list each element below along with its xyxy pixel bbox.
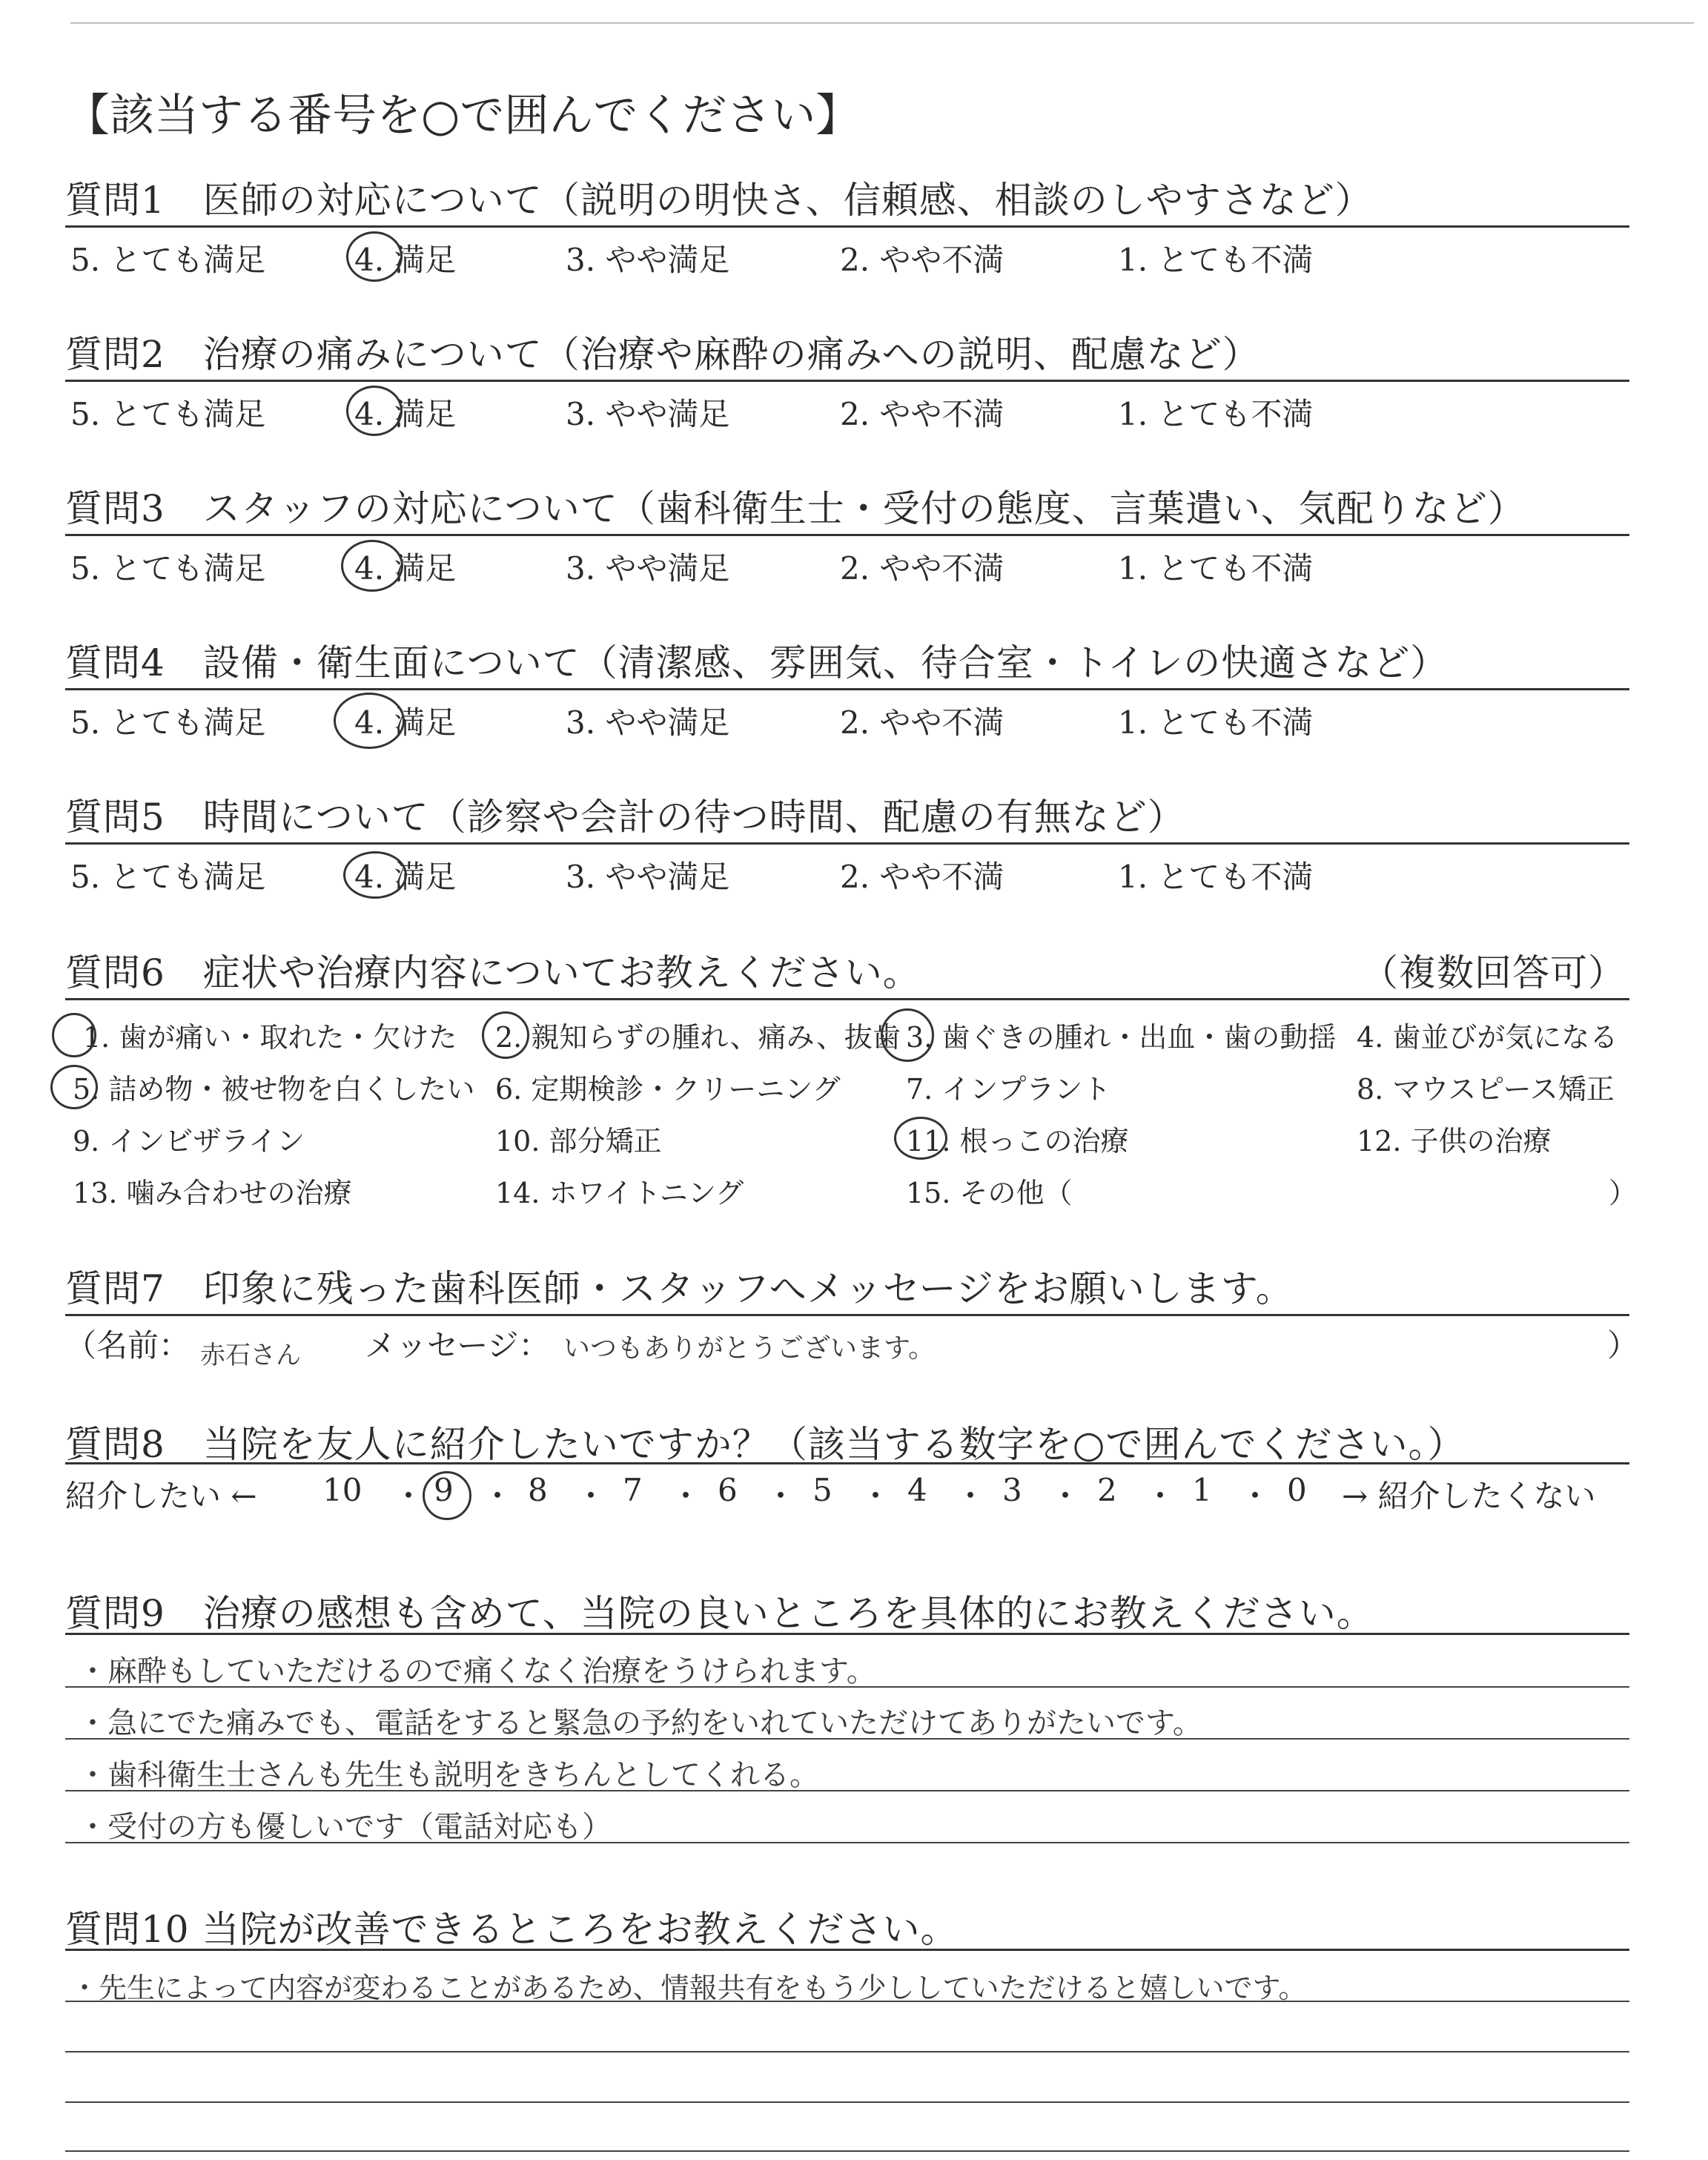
q9-answer-1[interactable]: ・麻酔もしていただけるので痛くなく治療をうけられます。: [78, 1654, 876, 1688]
q10-answer-line: [65, 2001, 1629, 2002]
q6-option-10[interactable]: 10. 部分矯正: [495, 1125, 662, 1157]
q8-left-label: 紹介したい ←: [65, 1478, 257, 1514]
question-1-title: 質問1 医師の対応について（説明の明快さ、信頼感、相談のしやすさなど）: [65, 179, 1373, 222]
q3-option-5[interactable]: 5. とても満足: [70, 550, 266, 587]
q9-answer-line: [65, 1842, 1629, 1843]
q1-option-2[interactable]: 2. やや不満: [840, 242, 1004, 278]
q4-option-1[interactable]: 1. とても不満: [1118, 704, 1314, 741]
q8-number-0[interactable]: 0: [1287, 1472, 1307, 1508]
q1-option-4[interactable]: 4. 満足: [354, 242, 457, 278]
q6-option-14[interactable]: 14. ホワイトニング: [495, 1177, 744, 1209]
q8-dot: ・: [575, 1478, 607, 1514]
question-4-title: 質問4 設備・衛生面について（清潔感、雰囲気、待合室・トイレの快適さなど）: [65, 641, 1449, 684]
q8-dot: ・: [670, 1478, 702, 1514]
q6-selection-circle-1: [52, 1013, 96, 1057]
q8-dot: ・: [482, 1478, 514, 1514]
q6-option-12[interactable]: 12. 子供の治療: [1357, 1125, 1552, 1157]
q4-option-3[interactable]: 3. やや満足: [566, 704, 730, 741]
q6-option-3[interactable]: 3. 歯ぐきの腫れ・出血・歯の動揺: [906, 1021, 1337, 1054]
question-5-title: 質問5 時間について（診察や会計の待つ時間、配慮の有無など）: [65, 796, 1185, 839]
q6-option-5[interactable]: 5. 詰め物・被せ物を白くしたい: [73, 1073, 475, 1106]
q6-option-7[interactable]: 7. インプラント: [906, 1073, 1111, 1106]
question-6-note: （複数回答可）: [1361, 951, 1626, 994]
q6-selection-circle-11: [894, 1117, 947, 1160]
q10-answer-line: [65, 2101, 1629, 2103]
q5-option-2[interactable]: 2. やや不満: [840, 859, 1004, 895]
q6-selection-circle-3: [881, 1008, 934, 1062]
q10-answer-line: [65, 2051, 1629, 2052]
q8-number-10[interactable]: 10: [322, 1472, 363, 1508]
q2-option-4[interactable]: 4. 満足: [354, 396, 457, 432]
q8-number-7[interactable]: 7: [623, 1472, 643, 1508]
q3-option-1[interactable]: 1. とても不満: [1118, 550, 1314, 587]
q5-option-1[interactable]: 1. とても不満: [1118, 859, 1314, 895]
question-5-rule: [65, 842, 1629, 845]
q6-option-2[interactable]: 2. 親知らずの腫れ、痛み、抜歯: [495, 1021, 901, 1054]
q3-option-3[interactable]: 3. やや満足: [566, 550, 730, 587]
q8-number-4[interactable]: 4: [907, 1472, 927, 1508]
q5-selection-circle: [343, 851, 407, 899]
q8-dot: ・: [1050, 1478, 1082, 1514]
q9-answer-line: [65, 1790, 1629, 1791]
q1-option-3[interactable]: 3. やや満足: [566, 242, 730, 278]
question-4-rule: [65, 688, 1629, 690]
q8-dot: ・: [860, 1478, 892, 1514]
q8-selection-circle: [423, 1471, 471, 1520]
question-7-rule: [65, 1314, 1629, 1316]
q8-number-9[interactable]: 9: [434, 1472, 454, 1508]
q7-name-value[interactable]: 赤石さん: [200, 1341, 301, 1370]
q6-selection-circle-2: [482, 1011, 529, 1059]
q5-option-5[interactable]: 5. とても満足: [70, 859, 266, 895]
question-2-rule: [65, 380, 1629, 382]
q8-right-label: → 紹介したくない: [1342, 1478, 1596, 1514]
q8-number-1[interactable]: 1: [1192, 1472, 1212, 1508]
q1-option-1[interactable]: 1. とても不満: [1118, 242, 1314, 278]
q9-answer-line: [65, 1686, 1629, 1688]
q4-selection-circle: [334, 693, 405, 749]
q5-option-3[interactable]: 3. やや満足: [566, 859, 730, 895]
q4-option-4[interactable]: 4. 満足: [354, 704, 457, 741]
q6-option-6[interactable]: 6. 定期検診・クリーニング: [495, 1073, 841, 1106]
q10-answer-line: [65, 2150, 1629, 2152]
q6-option-1[interactable]: 1. 歯が痛い・取れた・欠けた: [83, 1021, 457, 1054]
q1-selection-circle: [346, 231, 403, 282]
q2-option-3[interactable]: 3. やや満足: [566, 396, 730, 432]
q7-message-label: メッセージ：: [365, 1327, 550, 1364]
q6-option-8[interactable]: 8. マウスピース矯正: [1357, 1073, 1615, 1106]
q3-option-2[interactable]: 2. やや不満: [840, 550, 1004, 587]
q9-answer-4[interactable]: ・受付の方も優しいです（電話対応も）: [78, 1810, 612, 1844]
question-3-rule: [65, 534, 1629, 536]
q9-answer-line: [65, 1738, 1629, 1740]
q7-name-label: （名前：: [65, 1327, 191, 1364]
q4-option-5[interactable]: 5. とても満足: [70, 704, 266, 741]
q3-selection-circle: [341, 540, 403, 592]
q6-option-13[interactable]: 13. 噛み合わせの治療: [73, 1177, 352, 1209]
question-1-rule: [65, 225, 1629, 228]
q8-dot: ・: [765, 1478, 797, 1514]
question-8-rule: [65, 1462, 1629, 1464]
q8-number-5[interactable]: 5: [812, 1472, 833, 1508]
question-6-title: 質問6 症状や治療内容についてお教えください。: [65, 951, 921, 994]
question-8-title: 質問8 当院を友人に紹介したいですか？（該当する数字を○で囲んでください。）: [65, 1423, 1466, 1466]
q7-message-value[interactable]: いつもありがとうございます。: [563, 1333, 936, 1364]
q8-number-3[interactable]: 3: [1002, 1472, 1022, 1508]
q6-option-11[interactable]: 11. 根っこの治療: [906, 1125, 1129, 1157]
form-header: 【該当する番号を○で囲んでください】: [65, 90, 861, 142]
q2-option-5[interactable]: 5. とても満足: [70, 396, 266, 432]
q6-option-9[interactable]: 9. インビザライン: [73, 1125, 305, 1157]
q8-dot: ・: [393, 1478, 425, 1514]
q8-dot: ・: [955, 1478, 987, 1514]
q1-option-5[interactable]: 5. とても満足: [70, 242, 266, 278]
question-7-title: 質問7 印象に残った歯科医師・スタッフへメッセージをお願いします。: [65, 1267, 1294, 1310]
q8-dot: ・: [1239, 1478, 1271, 1514]
q3-option-4[interactable]: 4. 満足: [354, 550, 457, 587]
q8-number-8[interactable]: 8: [528, 1472, 548, 1508]
q6-selection-circle-5: [50, 1065, 98, 1109]
q4-option-2[interactable]: 2. やや不満: [840, 704, 1004, 741]
question-10-rule: [65, 1949, 1629, 1951]
q2-option-2[interactable]: 2. やや不満: [840, 396, 1004, 432]
q10-answer-1[interactable]: ・先生によって内容が変わることがあるため、情報共有をもう少ししていただけると嬉しいです。: [70, 1972, 1307, 2004]
q8-number-2[interactable]: 2: [1097, 1472, 1117, 1508]
question-9-rule: [65, 1633, 1629, 1635]
q8-number-6[interactable]: 6: [718, 1472, 738, 1508]
top-border-line: [70, 22, 1694, 24]
q7-close-paren: ）: [1607, 1327, 1639, 1364]
q2-selection-circle: [346, 386, 403, 436]
q6-other-close-paren: ）: [1609, 1177, 1638, 1209]
q5-option-4[interactable]: 4. 満足: [354, 859, 457, 895]
q6-option-4[interactable]: 4. 歯並びが気になる: [1357, 1021, 1618, 1054]
q9-answer-3[interactable]: ・歯科衛生士さんも先生も説明をきちんとしてくれる。: [78, 1758, 819, 1792]
q2-option-1[interactable]: 1. とても不満: [1118, 396, 1314, 432]
q8-dot: ・: [1145, 1478, 1176, 1514]
question-9-title: 質問9 治療の感想も含めて、当院の良いところを具体的にお教えください。: [65, 1592, 1374, 1635]
question-2-title: 質問2 治療の痛みについて（治療や麻酔の痛みへの説明、配慮など）: [65, 333, 1260, 376]
question-10-title: 質問10 当院が改善できるところをお教えください。: [65, 1908, 959, 1951]
q9-answer-2[interactable]: ・急にでた痛みでも、電話をすると緊急の予約をいれていただけてありがたいです。: [78, 1706, 1202, 1740]
question-3-title: 質問3 スタッフの対応について（歯科衛生士・受付の態度、言葉遣い、気配りなど）: [65, 487, 1526, 530]
q6-option-15[interactable]: 15. その他（: [906, 1177, 1073, 1209]
question-6-rule: [65, 998, 1629, 1000]
